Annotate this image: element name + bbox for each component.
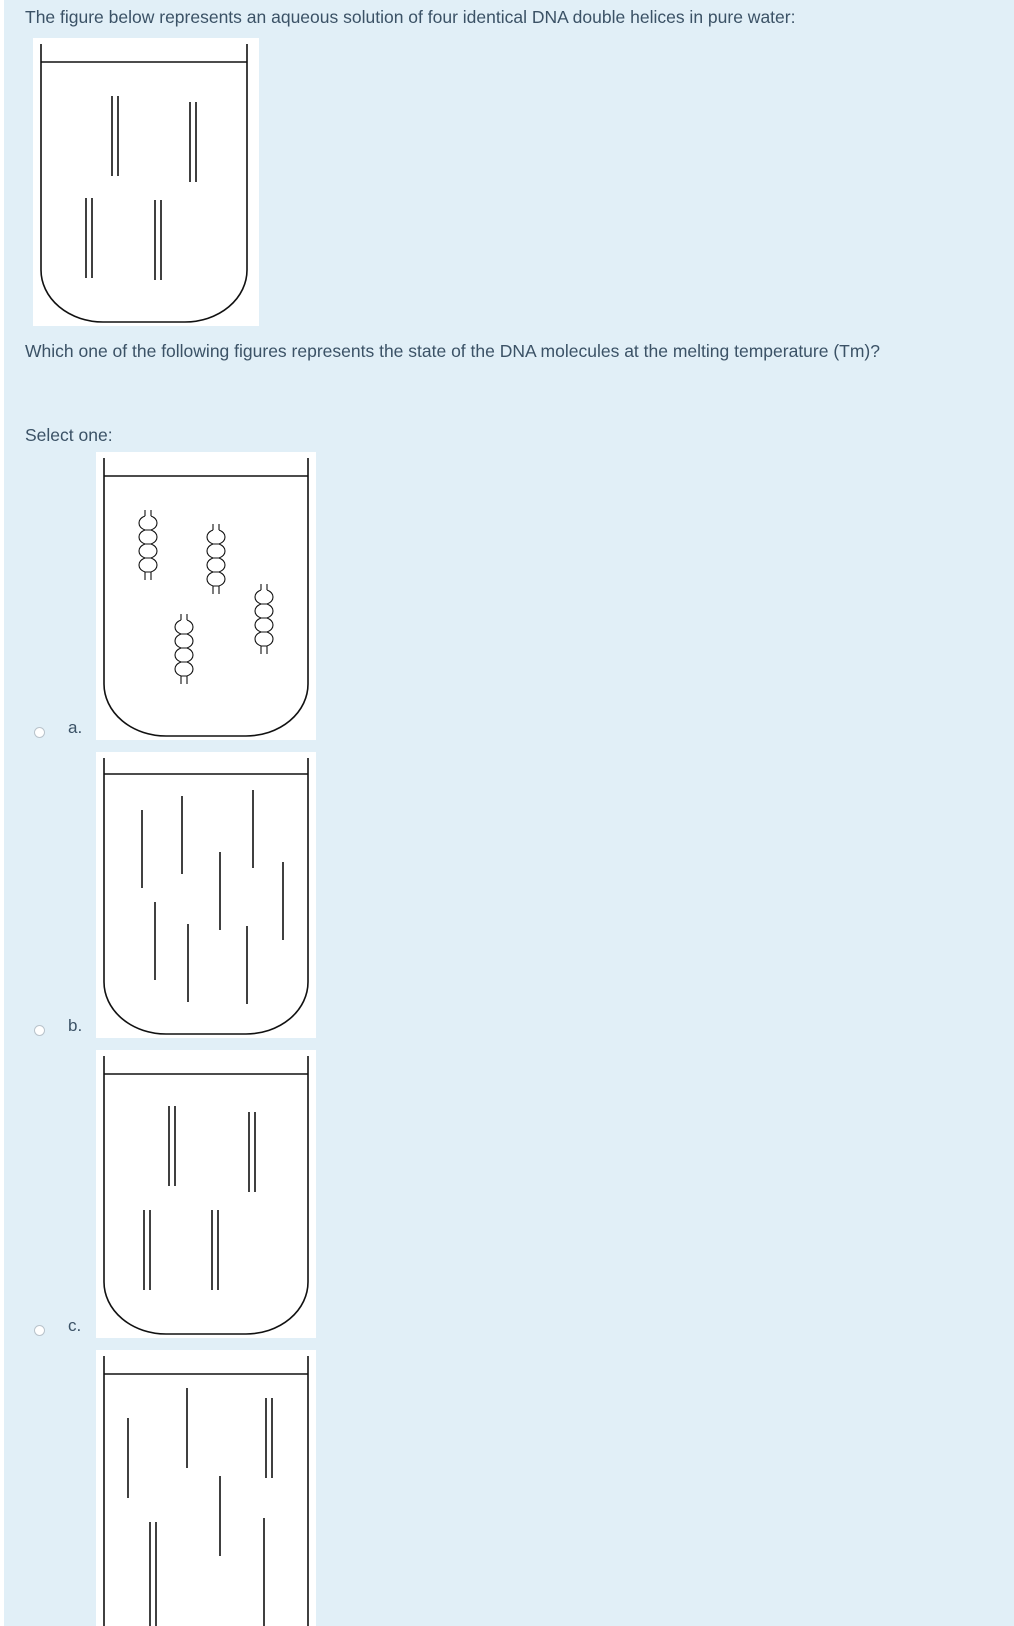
option-a-figure[interactable] (96, 452, 316, 740)
option-b-radio[interactable] (34, 1025, 45, 1036)
dna-loop-strand (207, 524, 225, 594)
beaker-base-paired-loops-icon (96, 452, 316, 740)
beaker-double-helices-icon (96, 1050, 316, 1338)
beaker-single-strands-icon (96, 752, 316, 1038)
option-c-figure[interactable] (96, 1050, 316, 1338)
option-c-radio[interactable] (34, 1325, 45, 1336)
dna-loop-strand (139, 510, 157, 580)
question-panel (4, 0, 1014, 1626)
reference-beaker-figure (33, 38, 259, 326)
beaker-mixed-strands-icon (96, 1350, 316, 1626)
dna-loop-strand (175, 614, 193, 684)
question-prompt: Which one of the following figures represents the state of the DNA molecules at the melting temperature (Tm)? (25, 341, 880, 361)
option-a-label[interactable]: a. (68, 718, 83, 737)
option-d-figure[interactable] (96, 1350, 316, 1626)
select-one-label: Select one: (25, 425, 113, 445)
dna-loop-strand (255, 584, 273, 654)
option-c-label[interactable]: c. (68, 1316, 82, 1335)
option-b-figure[interactable] (96, 752, 316, 1038)
option-a-radio[interactable] (34, 727, 45, 738)
beaker-double-helices-icon (33, 38, 259, 326)
question-intro: The figure below represents an aqueous solution of four identical DNA double helices in pure water: (25, 7, 796, 27)
option-b-label[interactable]: b. (68, 1016, 83, 1035)
